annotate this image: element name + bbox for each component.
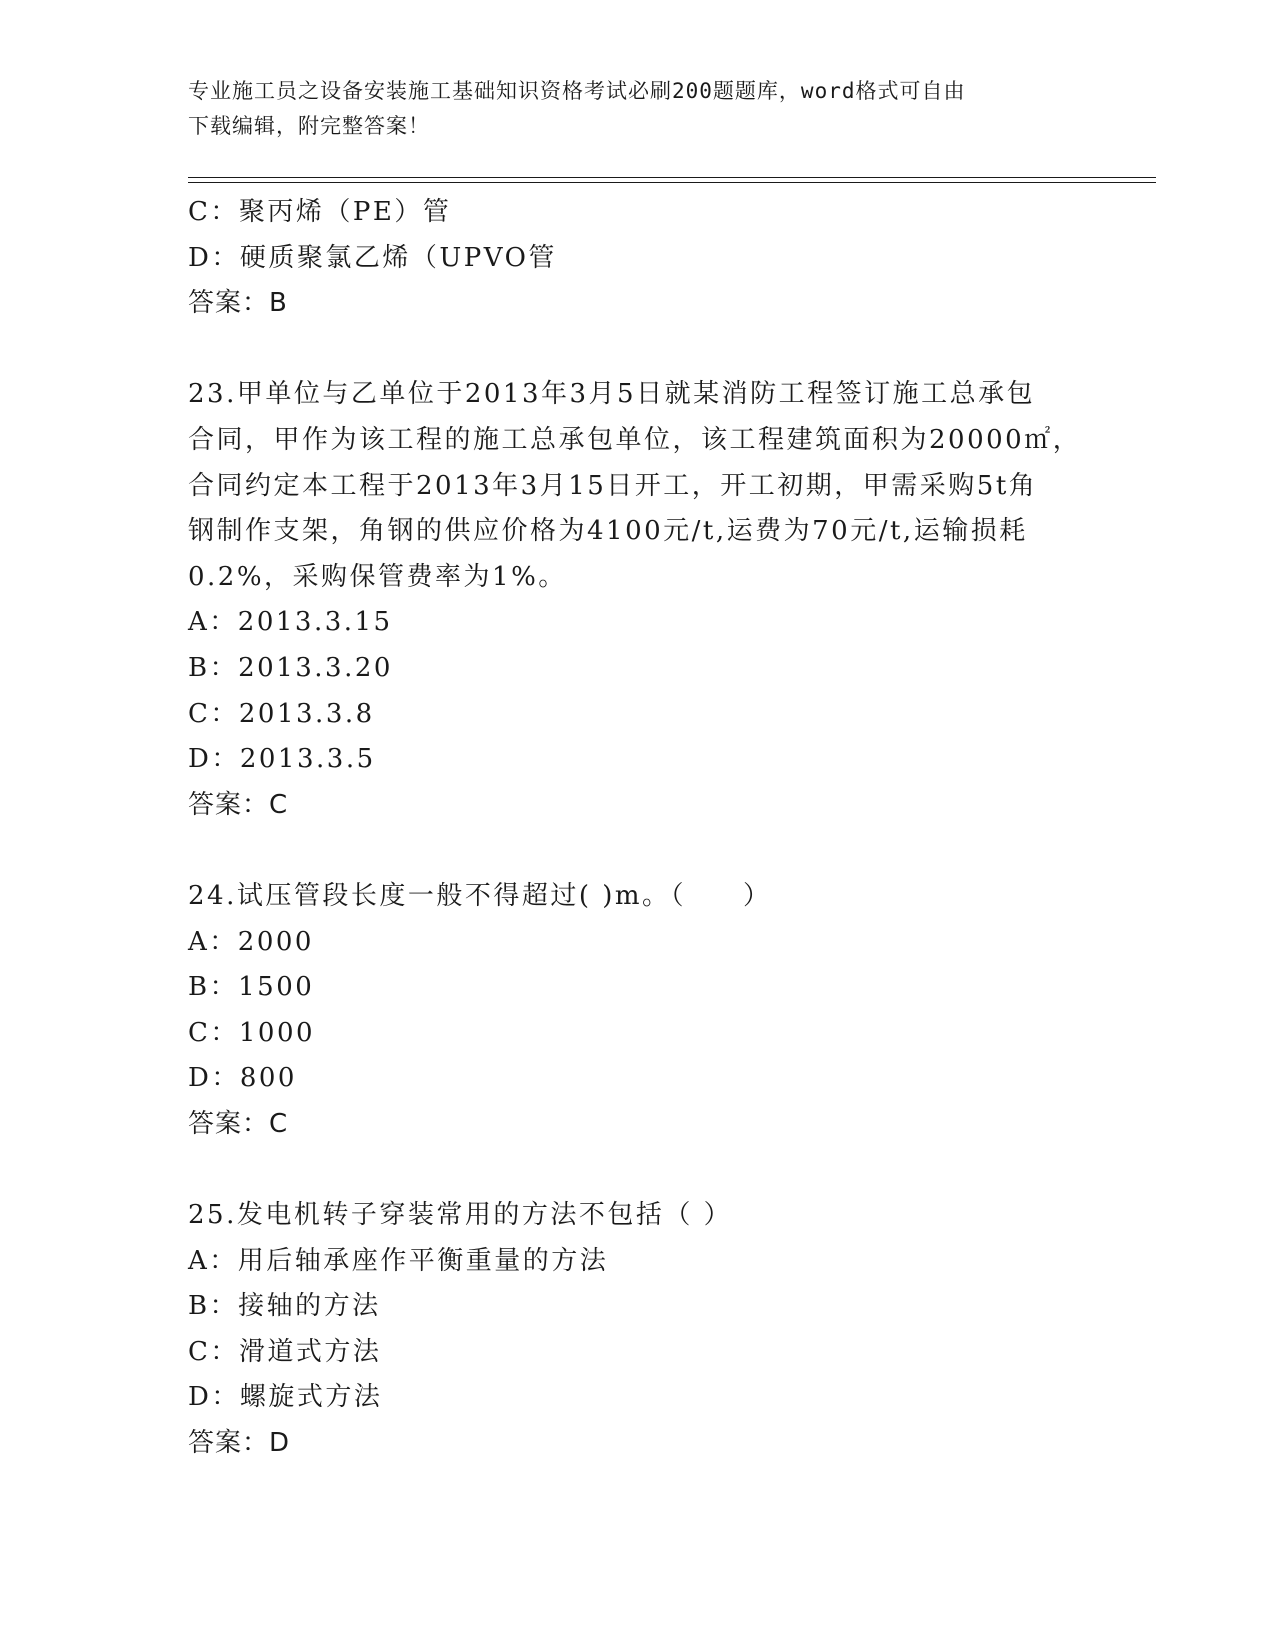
- option-d: D：2013.3.5: [188, 744, 376, 775]
- option-c: C：聚丙烯（PE）管: [188, 197, 452, 227]
- option-a: A：用后轴承座作平衡重量的方法: [188, 1245, 609, 1276]
- header-line-1: 专业施工员之设备安装施工基础知识资格考试必刷200题题库，word格式可自由: [188, 79, 966, 103]
- option-a: A：2013.3.15: [188, 607, 393, 638]
- question-content: [188, 190, 1088, 1467]
- question-23: [188, 372, 1088, 828]
- option-b: B：接轴的方法: [188, 1291, 381, 1322]
- question-stem-line: 合同，甲作为该工程的施工总承包单位，该工程建筑面积为20000㎡，: [188, 424, 1082, 455]
- question-stem-line: 25.发电机转子穿装常用的方法不包括（ ）: [188, 1200, 733, 1231]
- option-d: D：800: [188, 1063, 297, 1094]
- question-stem-line: 23.甲单位与乙单位于2013年3月5日就某消防工程签订施工总承包: [188, 379, 1036, 410]
- option-a: A：2000: [188, 926, 314, 957]
- option-d: D：螺旋式方法: [188, 1382, 383, 1413]
- option-d: D：硬质聚氯乙烯（UPVO管: [188, 242, 557, 273]
- question-stem-line: 合同约定本工程于2013年3月15日开工，开工初期，甲需采购5t角: [188, 470, 1038, 501]
- question-25: [188, 1193, 1088, 1467]
- option-c: C：1000: [188, 1017, 316, 1048]
- option-c: C：2013.3.8: [188, 698, 375, 729]
- header-rule-top: [188, 177, 1156, 178]
- spacer: [188, 1147, 1088, 1193]
- header-line-2: 下载编辑，附完整答案！: [188, 114, 430, 138]
- question-stem-line: 24.试压管段长度一般不得超过( )m。（ ）: [188, 880, 772, 911]
- option-b: B：1500: [188, 972, 315, 1003]
- answer-line: 答案：C: [188, 789, 289, 820]
- option-b: B：2013.3.20: [188, 652, 393, 683]
- question-stem-line: 钢制作支架，角钢的供应价格为4100元/t,运费为70元/t,运输损耗: [188, 516, 1028, 547]
- question-stem-line: 0.2%，采购保管费率为1%。: [188, 561, 567, 592]
- previous-question-block: [188, 190, 1088, 327]
- document-header: [188, 74, 1088, 144]
- option-c: C：滑道式方法: [188, 1336, 382, 1367]
- question-24: [188, 874, 1088, 1148]
- spacer: [188, 327, 1088, 373]
- answer-line: 答案：C: [188, 1108, 289, 1139]
- answer-line: 答案：B: [188, 288, 288, 319]
- answer-line: 答案：D: [188, 1428, 291, 1459]
- spacer: [188, 828, 1088, 874]
- header-rule-bottom: [188, 182, 1156, 183]
